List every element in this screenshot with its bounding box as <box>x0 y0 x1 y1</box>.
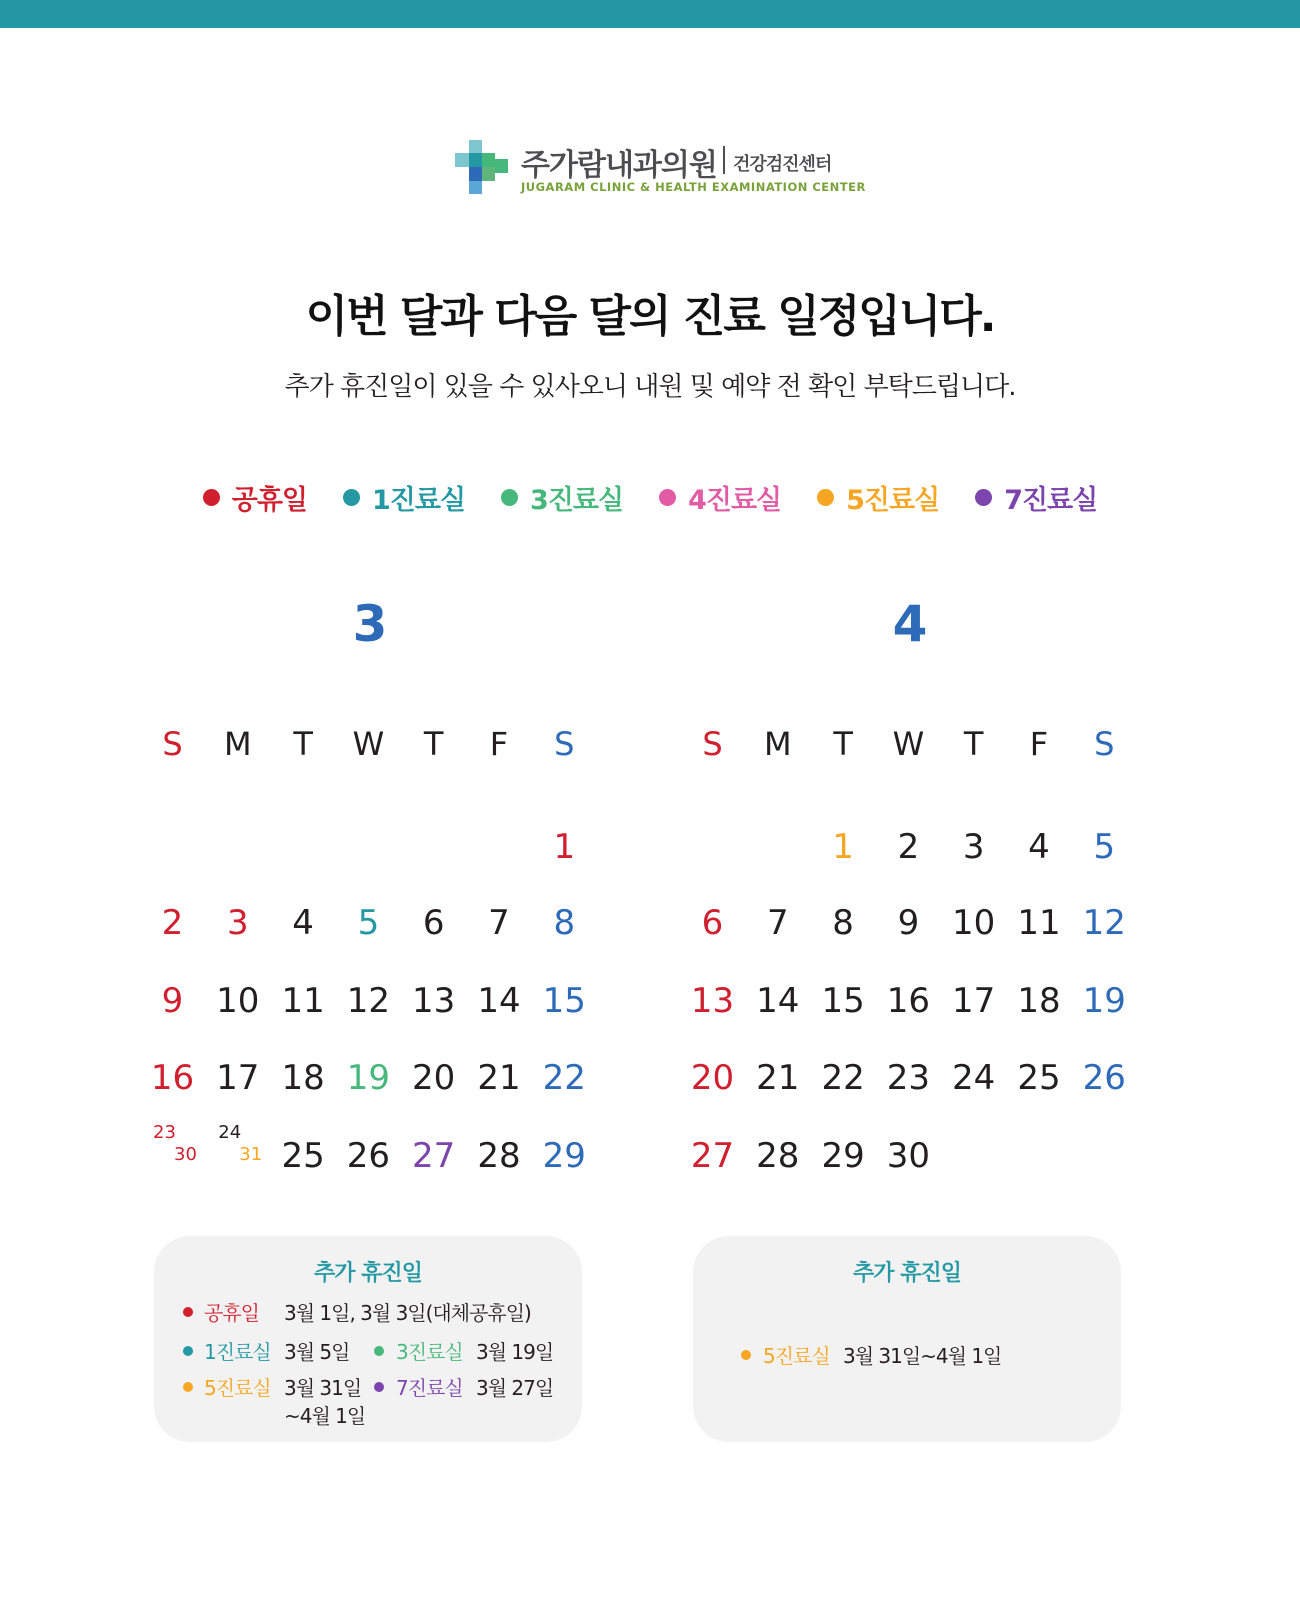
calendar-day: 18 <box>1017 981 1061 1021</box>
legend-dot-icon <box>659 489 676 506</box>
room5-label: 5진료실 <box>763 1344 830 1368</box>
extra-closure-box-march <box>154 1236 582 1442</box>
weekday-label: S <box>554 725 575 763</box>
legend-dot-icon <box>343 489 360 506</box>
logo-divider <box>723 146 725 174</box>
weekday-label: W <box>352 725 385 763</box>
holiday-dot-icon <box>183 1307 193 1317</box>
calendar-day: 13 <box>412 981 456 1021</box>
calendar-day: 7 <box>766 903 789 943</box>
holiday-dates: 3월 1일, 3월 3일(대체공휴일) <box>284 1301 531 1325</box>
calendar-day: 8 <box>832 903 854 943</box>
room5-label: 5진료실 <box>204 1376 271 1400</box>
calendar-day: 9 <box>161 981 184 1021</box>
month-number: 3 <box>352 595 388 653</box>
legend-label: 1진료실 <box>372 485 466 516</box>
legend-dot-icon <box>975 489 992 506</box>
calendar-day: 7 <box>488 903 510 943</box>
page-title: 이번 달과 다음 달의 진료 일정입니다. <box>305 291 995 342</box>
calendar-day: 15 <box>542 981 586 1021</box>
weekday-label: S <box>1094 725 1115 763</box>
calendar-day-split-top: 23 <box>153 1122 176 1143</box>
calendar-day: 15 <box>821 981 865 1021</box>
calendar-day: 16 <box>886 981 931 1021</box>
calendar-day-split-bottom: 30 <box>174 1144 197 1165</box>
legend-label: 4진료실 <box>688 485 782 516</box>
box-title: 추가 휴진일 <box>853 1261 961 1286</box>
calendar-day: 26 <box>1082 1058 1126 1098</box>
weekday-label: F <box>489 725 509 763</box>
weekday-label: T <box>963 725 984 763</box>
legend-dot-icon <box>203 489 220 506</box>
calendar-day: 29 <box>821 1136 865 1176</box>
calendar-day: 12 <box>1082 903 1126 943</box>
calendar-day: 2 <box>897 827 920 867</box>
page-subtitle: 추가 휴진일이 있을 수 있사오니 내원 및 예약 전 확인 부탁드립니다. <box>284 372 1016 402</box>
calendar-day: 20 <box>412 1058 456 1098</box>
legend-item <box>501 478 623 517</box>
weekday-label: T <box>833 725 853 763</box>
calendar-day: 3 <box>962 827 985 867</box>
calendar-day: 11 <box>281 981 325 1021</box>
room5-dot-icon <box>183 1382 193 1392</box>
calendar-day: 1 <box>832 827 854 867</box>
weekday-label: S <box>702 725 723 763</box>
clinic-subname: 건강검진센터 <box>733 154 832 175</box>
top-accent-bar <box>0 0 1300 28</box>
calendar-day-split-bottom: 31 <box>239 1144 263 1165</box>
calendar-day: 2 <box>161 903 184 943</box>
room3-dates: 3월 19일 <box>476 1340 554 1364</box>
room5-dot-icon <box>741 1350 751 1360</box>
calendar-day: 26 <box>346 1136 391 1176</box>
room7-label: 7진료실 <box>396 1376 463 1400</box>
weekday-label: S <box>162 725 183 763</box>
legend-item <box>975 478 1097 517</box>
calendar-day: 16 <box>150 1058 195 1098</box>
month-number: 4 <box>892 595 928 653</box>
color-legend <box>0 478 1300 517</box>
calendar-day: 11 <box>1017 903 1061 943</box>
calendar-day: 3 <box>226 903 249 943</box>
calendar-day: 5 <box>1093 827 1116 867</box>
room7-dates: 3월 27일 <box>476 1376 554 1400</box>
calendar-day: 24 <box>952 1058 996 1098</box>
extra-closure-box-april <box>693 1236 1121 1442</box>
legend-item <box>343 478 465 517</box>
calendar-day: 9 <box>897 903 920 943</box>
legend-dot-icon <box>817 489 834 506</box>
calendar-day: 18 <box>281 1058 325 1098</box>
calendar-day: 13 <box>690 981 735 1021</box>
weekday-header <box>680 725 1140 765</box>
legend-label: 5진료실 <box>846 485 940 516</box>
calendar-day: 17 <box>952 981 996 1021</box>
calendar-day: 23 <box>886 1058 931 1098</box>
legend-dot-icon <box>501 489 518 506</box>
calendar-day: 8 <box>553 903 576 943</box>
weekday-label: T <box>423 725 444 763</box>
room1-label: 1진료실 <box>204 1340 271 1364</box>
calendar-day: 21 <box>477 1058 521 1098</box>
calendar-day: 14 <box>477 981 521 1021</box>
calendar-day: 27 <box>690 1136 735 1176</box>
calendar-day: 29 <box>542 1136 586 1176</box>
calendar-day: 28 <box>477 1136 521 1176</box>
room3-label: 3진료실 <box>396 1340 463 1364</box>
calendar-day: 5 <box>357 903 380 943</box>
room5-dates: 3월 31일~4월 1일 <box>843 1344 1002 1368</box>
calendar-day: 12 <box>346 981 391 1021</box>
clinic-logo <box>455 140 866 200</box>
weekday-label: W <box>892 725 925 763</box>
calendar-day: 22 <box>542 1058 586 1098</box>
legend-item <box>203 478 307 517</box>
calendar-day: 19 <box>346 1058 391 1098</box>
calendar-day: 17 <box>216 1058 260 1098</box>
weekday-header <box>140 725 600 765</box>
room3-dot-icon <box>374 1346 384 1356</box>
room7-dot-icon <box>374 1382 384 1392</box>
calendar-day: 27 <box>412 1136 456 1176</box>
calendar-day: 21 <box>756 1058 800 1098</box>
room5-dates-end: ~4월 1일 <box>284 1404 366 1428</box>
calendar-day-split-top: 24 <box>218 1122 242 1143</box>
weekday-label: M <box>763 725 792 763</box>
legend-label: 공휴일 <box>231 485 307 516</box>
legend-item <box>817 478 939 517</box>
box-title: 추가 휴진일 <box>314 1261 422 1286</box>
calendar-day: 22 <box>821 1058 865 1098</box>
calendar-day: 25 <box>1017 1058 1061 1098</box>
calendar-day: 6 <box>701 903 724 943</box>
calendar-day: 25 <box>281 1136 325 1176</box>
weekday-label: F <box>1029 725 1049 763</box>
weekday-label: M <box>223 725 252 763</box>
legend-item <box>659 478 781 517</box>
clinic-english-name: JUGARAM CLINIC & HEALTH EXAMINATION CENTER <box>521 180 866 194</box>
calendar-day: 10 <box>216 981 260 1021</box>
calendar-day: 30 <box>886 1136 931 1176</box>
weekday-label: T <box>293 725 313 763</box>
calendar-day: 19 <box>1082 981 1126 1021</box>
holiday-label: 공휴일 <box>204 1301 259 1325</box>
calendar-day: 4 <box>1028 827 1050 867</box>
calendar-day: 14 <box>756 981 800 1021</box>
calendar-day: 6 <box>422 903 445 943</box>
room1-dates: 3월 5일 <box>284 1340 350 1364</box>
calendar-day: 28 <box>756 1136 800 1176</box>
calendar-day: 20 <box>690 1058 735 1098</box>
calendar-day: 10 <box>952 903 996 943</box>
room5-dates: 3월 31일 <box>284 1376 362 1400</box>
legend-label: 3진료실 <box>530 485 624 516</box>
medical-cross-icon <box>455 140 509 194</box>
room1-dot-icon <box>183 1346 193 1356</box>
clinic-name: 주가람내과의원 <box>521 148 717 183</box>
calendar-day: 1 <box>553 827 576 867</box>
legend-label: 7진료실 <box>1004 485 1098 516</box>
calendar-day: 4 <box>292 903 314 943</box>
